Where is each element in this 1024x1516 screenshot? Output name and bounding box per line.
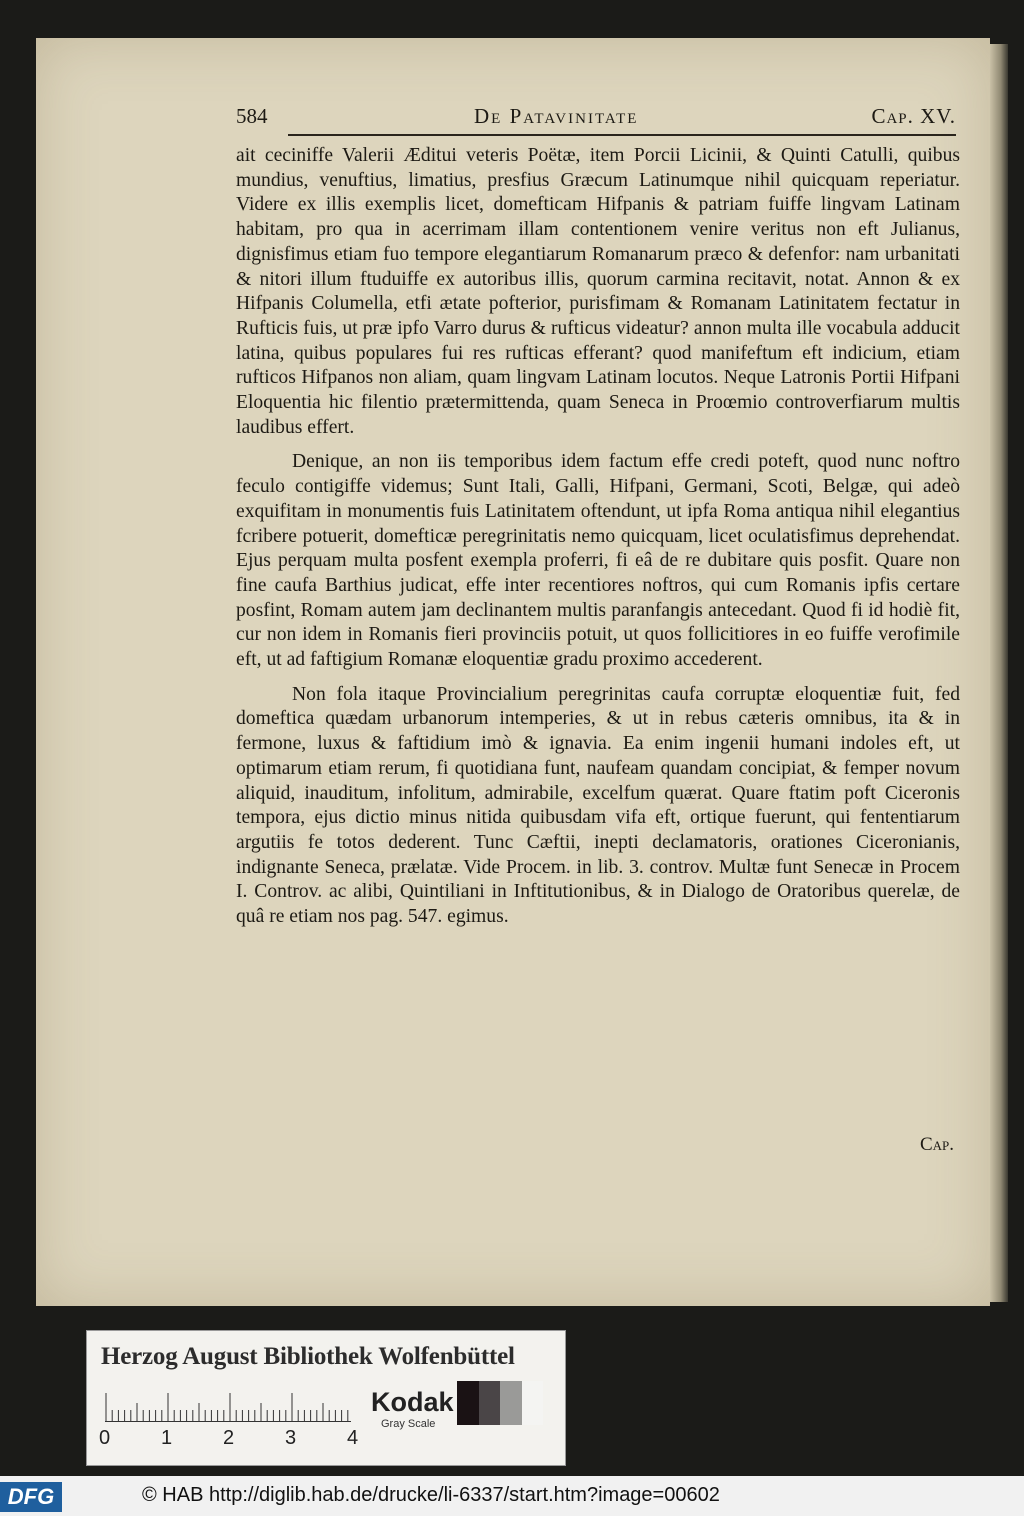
swatch — [500, 1381, 522, 1425]
swatch — [457, 1381, 479, 1425]
kodak-label — [371, 1387, 454, 1430]
paragraph-1: ait ceciniffe Valerii Æditui veteris Poëtæ, item Porcii Licinii, & Quinti Catulli, quibus mundius, venuftius, limatius, presfius Græcum Latinumque nihil quicquam reperiatur. Videre ex illis exemplis licet, domefticam Hifpanis & patriam fuiffe lingvam Latinam habitam, pro qua in acerrimam illam contentionem venire veritus non eft Julianus, dignisfimus etiam fuo tempore elegantiarum Romanarum præco & defenfor: nam urbanitati & nitori illum ftuduiffe ex autoribus illis, quorum carmina recitavit, notat. Annon & ex Hifpanis Columella, etfi ætate pofterior, purisfimam & Romanam Latinitatem fectatur in Rufticis fuis, ut præ ipfo Varro durus & rufticus videatur? annon multa ille vocabula adducit latina, quibus populares fui res rufticas efferant? quod manifeftum eft indicium, etiam rufticos Hifpanos non aliam, quam lingvam Latinam locutos. Neque Latronis Portii Hifpani Eloquentia hic filentio prætermittenda, quam Seneca in Proœmio controverfiarum multis laudibus effert. — [236, 145, 960, 438]
ruler — [105, 1393, 351, 1422]
dfg-logo: DFG — [0, 1482, 62, 1512]
page-edge — [990, 44, 1008, 1302]
ruler-number: 1 — [161, 1427, 173, 1449]
body-text — [236, 144, 960, 940]
gray-scale-label: Gray Scale — [381, 1418, 436, 1430]
kodak-logo: Kodak — [371, 1387, 454, 1417]
catchword: Cap. — [919, 1134, 954, 1155]
color-calibration-card — [86, 1330, 566, 1466]
paragraph-3: Non fola itaque Provincialium peregrinitas caufa corruptæ eloquentiæ fuit, fed domeftica quædam urbanorum intemperies, & ut in rebus cæteris omnibus, ita & in fermone, luxus & faftidium imò & ignavia. Ea enim ingenii humani indoles eft, ut optimarum etiam rerum, fi quotidiana funt, naufeam quandam concipiat, & femper novum aliquid, inauditum, infolitum, admirabile, excelfum quærat. Quare ftatim poft Ciceronis tempora, ejus dictio minus nitida quibusdam vifa eft, ortique fuerunt, qui fententiarum argutiis fe totos dederent. Tunc Cæftii, inepti declamatoris, orationes Ciceronianis, indignante Seneca, prælatæ. Vide Procem. in lib. 3. controv. Multæ funt Senecæ in Procem I. Controv. ac alibi, Quintiliani in Inftitutionibus, & in Dialogo de Oratoribus querelæ, de quâ re etiam nos pag. 547. egimus. — [236, 683, 960, 928]
footer-bar — [0, 1476, 1024, 1516]
copyright-url[interactable]: © HAB http://diglib.hab.de/drucke/li-6337/start.htm?image=00602 — [142, 1484, 720, 1506]
ruler-number: 3 — [285, 1427, 297, 1449]
ruler-number: 4 — [347, 1427, 359, 1449]
paragraph-2: Denique, an non iis temporibus idem factum effe credi poteft, quod nunc noftro feculo contigiffe videmus; Sunt Itali, Galli, Hifpani, Germani, Scoti, Belgæ, qui adeò exquifitam in monumentis fuis Latinitatem oftendunt, ut ipfa Roma antiqua nihil elegantius fcribere potuerit, domefticæ peregrinitatis nemo quicquam, licet oculatisfimus deprehendat. Ejus perquam multa posfent exempla proferri, fi eâ de re dubitare quis posfit. Quare non fine caufa Barthius judicat, effe inter recentiores noftros, qui cum Romanis ipfis certare posfint, Romam autem jam declinantem multis paranfangis antecedant. Quod fi id hodiè fit, cur non idem in Romanis fieri provinciis potuit, ut quos follicitiores in eo fuiffe verofimile eft, ut ad faftigium Romanæ eloquentiæ gradu proximo accederent. — [236, 451, 960, 671]
gray-scale-swatches — [457, 1381, 543, 1425]
running-head — [236, 100, 956, 136]
swatch — [479, 1381, 501, 1425]
chapter-label: Cap. XV. — [871, 104, 956, 128]
ruler-number: 0 — [99, 1427, 111, 1449]
library-name: Herzog August Bibliothek Wolfenbüttel — [101, 1343, 515, 1370]
ruler-ticks — [105, 1393, 351, 1421]
swatch — [522, 1381, 544, 1425]
header-rule — [288, 134, 956, 136]
ruler-numbers — [97, 1427, 357, 1453]
ruler-number: 2 — [223, 1427, 235, 1449]
page-number: 584 — [236, 104, 268, 128]
running-title: De Patavinitate — [474, 104, 639, 128]
